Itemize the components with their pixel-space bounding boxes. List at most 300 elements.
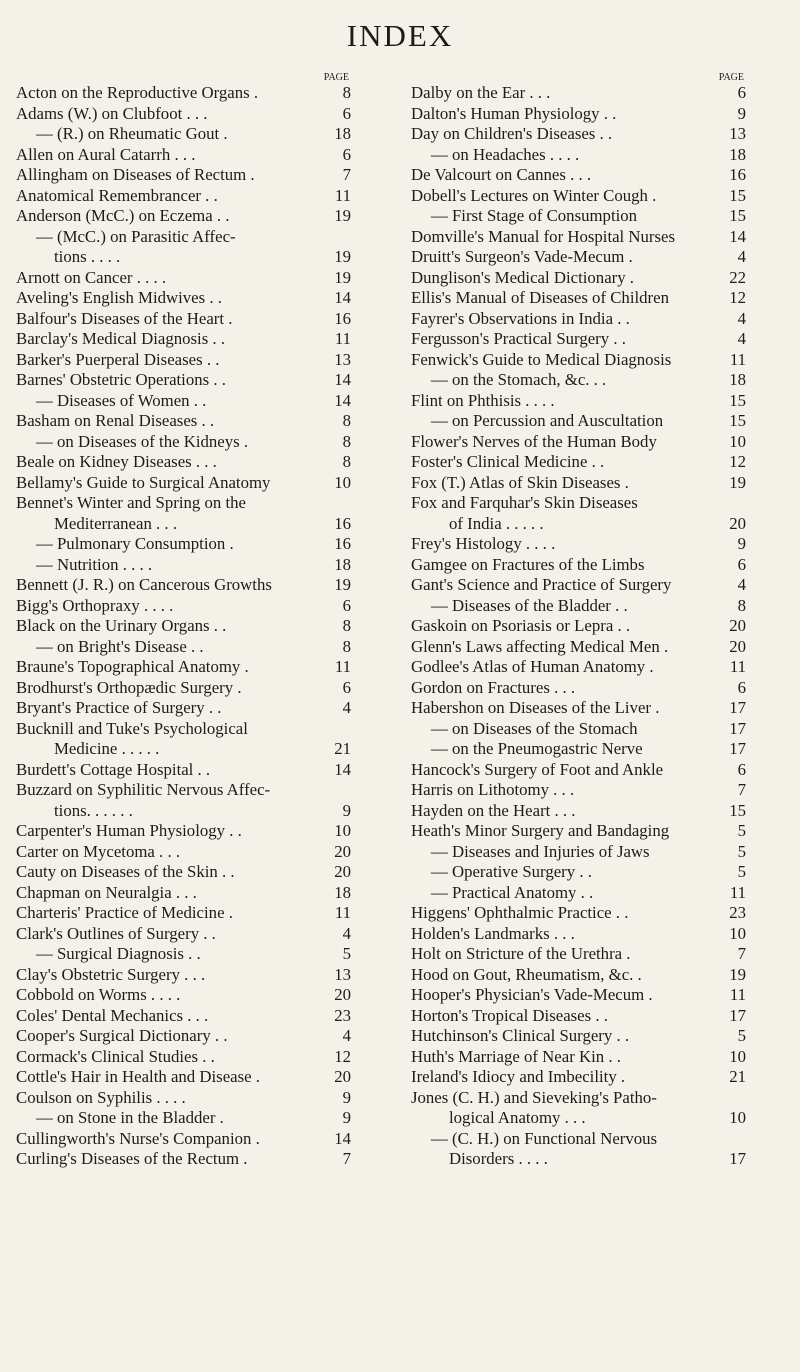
entry-page-number: 23 — [334, 1005, 351, 1025]
index-entry — [16, 227, 351, 248]
entry-title: Hood on Gout, Rheumatism, &c. . — [411, 964, 642, 984]
entry-title: Flint on Phthisis . . . . — [411, 390, 555, 410]
entry-title: Cottle's Hair in Health and Disease . — [16, 1067, 260, 1086]
index-entry — [16, 145, 351, 166]
entry-page-number: 4 — [342, 1026, 351, 1045]
index-entry — [411, 555, 746, 576]
entry-page-number: 11 — [334, 903, 351, 922]
index-entry — [411, 719, 746, 740]
index-entry — [16, 944, 351, 965]
index-entry — [16, 698, 351, 719]
entry-page-number: 18 — [334, 882, 351, 902]
entry-page-number: 16 — [334, 308, 351, 328]
index-entry — [16, 1006, 351, 1027]
entry-page-number: 12 — [729, 452, 746, 471]
index-entry — [16, 370, 351, 391]
entry-page-number: 15 — [729, 411, 746, 430]
entry-page-number: 19 — [729, 964, 746, 984]
index-entry — [411, 186, 746, 207]
index-entry — [16, 883, 351, 904]
entry-page-number: 8 — [342, 411, 351, 430]
index-entry — [16, 1149, 351, 1170]
entry-title: Hayden on the Heart . . . — [411, 800, 576, 820]
entry-title: Curling's Diseases of the Rectum . — [16, 1149, 248, 1168]
index-entry — [411, 370, 746, 391]
entry-page-number: 11 — [334, 329, 351, 348]
entry-title: Beale on Kidney Diseases . . . — [16, 452, 217, 471]
entry-page-number: 4 — [737, 329, 746, 348]
entry-title: Bucknill and Tuke's Psychological — [16, 718, 248, 738]
index-entry — [411, 883, 746, 904]
entry-page-number: 19 — [334, 575, 351, 594]
entry-title: Fox and Farquhar's Skin Diseases — [411, 493, 638, 512]
index-entry — [411, 1108, 746, 1129]
entry-page-number: 15 — [729, 390, 746, 410]
index-entry — [16, 678, 351, 699]
entry-title: Cullingworth's Nurse's Companion . — [16, 1128, 260, 1148]
index-entry — [411, 1088, 746, 1109]
index-entry — [411, 534, 746, 555]
entry-title: Hutchinson's Clinical Surgery . . — [411, 1026, 630, 1045]
index-entry — [16, 288, 351, 309]
entry-page-number: 10 — [729, 1108, 746, 1127]
entry-page-number: 16 — [334, 534, 351, 553]
entry-title: tions. . . . . . — [54, 800, 133, 820]
entry-page-number: 11 — [729, 882, 746, 902]
entry-title: Barnes' Obstetric Operations . . — [16, 370, 226, 389]
entry-title: — First Stage of Consumption — [431, 206, 638, 225]
entry-title: Clark's Outlines of Surgery . . — [16, 923, 216, 943]
entry-title: Allen on Aural Catarrh . . . — [16, 144, 196, 164]
entry-page-number: 5 — [737, 1026, 746, 1045]
entry-title: — on Diseases of the Kidneys . — [36, 431, 249, 451]
index-entry — [411, 350, 746, 371]
index-entry — [411, 1129, 746, 1150]
entry-page-number: 19 — [334, 247, 351, 266]
index-entry — [411, 124, 746, 145]
index-entry — [16, 206, 351, 227]
index-entry — [411, 432, 746, 453]
entry-title: Carter on Mycetoma . . . — [16, 841, 181, 861]
entry-page-number: 15 — [729, 185, 746, 205]
entry-title: Jones (C. H.) and Sieveking's Patho- — [411, 1087, 657, 1107]
entry-page-number: 8 — [342, 616, 351, 635]
entry-title: — Diseases and Injuries of Jaws — [431, 841, 650, 861]
entry-page-number: 5 — [737, 862, 746, 881]
entry-title: Buzzard on Syphilitic Nervous Affec- — [16, 780, 271, 799]
entry-title: tions . . . . — [54, 247, 121, 266]
index-entry — [16, 637, 351, 658]
entry-page-number: 6 — [342, 595, 351, 615]
index-entry — [411, 227, 746, 248]
entry-title: Acton on the Reproductive Organs . — [16, 83, 259, 102]
entry-page-number: 4 — [737, 247, 746, 266]
entry-title: Holden's Landmarks . . . — [411, 923, 575, 943]
index-column-right — [411, 72, 746, 1170]
index-entry — [16, 247, 351, 268]
entry-page-number: 17 — [729, 698, 746, 717]
entry-page-number: 19 — [334, 206, 351, 225]
index-entry — [16, 842, 351, 863]
entry-title: — on the Pneumogastric Nerve — [431, 739, 643, 758]
entry-page-number: 14 — [334, 1128, 351, 1148]
entry-page-number: 6 — [737, 554, 746, 574]
entry-title: Balfour's Diseases of the Heart . — [16, 308, 233, 328]
entry-title: Dobell's Lectures on Winter Cough . — [411, 185, 657, 205]
index-entry — [411, 493, 746, 514]
entry-page-number: 7 — [342, 165, 351, 184]
entry-title: Fayrer's Observations in India . . — [411, 308, 630, 328]
index-entry — [16, 104, 351, 125]
entry-page-number: 4 — [737, 575, 746, 594]
index-entry — [411, 698, 746, 719]
entry-page-number: 4 — [342, 698, 351, 717]
index-entry — [16, 452, 351, 473]
entry-title: Clay's Obstetric Surgery . . . — [16, 964, 206, 984]
index-entry — [16, 985, 351, 1006]
entry-page-number: 18 — [334, 554, 351, 574]
entry-page-number: 5 — [737, 841, 746, 861]
page-title: INDEX — [346, 18, 454, 53]
index-entry — [16, 186, 351, 207]
entry-page-number: 17 — [729, 1005, 746, 1025]
entry-title: Dunglison's Medical Dictionary . — [411, 267, 635, 287]
index-entry — [411, 637, 746, 658]
entry-page-number: 20 — [334, 862, 351, 881]
index-entry — [16, 165, 351, 186]
entry-title: Frey's Histology . . . . — [411, 534, 556, 553]
index-entry — [16, 821, 351, 842]
entry-title: Cauty on Diseases of the Skin . . — [16, 862, 235, 881]
index-entry — [16, 1047, 351, 1068]
entry-title: — Diseases of the Bladder . . — [431, 595, 628, 615]
index-entry — [16, 1108, 351, 1129]
entry-page-number: 14 — [334, 759, 351, 779]
entry-title: — on Headaches . . . . — [431, 144, 580, 164]
entry-title: Bellamy's Guide to Surgical Anatomy — [16, 472, 271, 492]
index-entry — [16, 309, 351, 330]
entry-page-number: 14 — [334, 370, 351, 389]
entry-page-number: 16 — [729, 165, 746, 184]
entry-title: Cooper's Surgical Dictionary . . — [16, 1026, 228, 1045]
entry-title: Charteris' Practice of Medicine . — [16, 903, 233, 922]
entry-page-number: 8 — [737, 595, 746, 615]
entry-page-number: 20 — [729, 636, 746, 656]
index-entry — [16, 473, 351, 494]
index-entry — [411, 760, 746, 781]
page-column-label: PAGE — [323, 72, 349, 83]
index-entry — [16, 555, 351, 576]
entry-title: Druitt's Surgeon's Vade-Mecum . — [411, 247, 633, 266]
entry-title: Dalby on the Ear . . . — [411, 83, 551, 102]
entry-page-number: 13 — [729, 124, 746, 143]
entry-title: Day on Children's Diseases . . — [411, 124, 613, 143]
entry-title: Gaskoin on Psoriasis or Lepra . . — [411, 616, 631, 635]
entry-page-number: 16 — [334, 513, 351, 533]
index-entry — [16, 596, 351, 617]
entry-title: Bennett (J. R.) on Cancerous Growths — [16, 575, 272, 594]
entry-title: — on the Stomach, &c. . . — [431, 370, 607, 389]
index-entry — [411, 616, 746, 637]
index-entry — [411, 801, 746, 822]
entry-title: Gamgee on Fractures of the Limbs — [411, 554, 645, 574]
index-entry — [16, 965, 351, 986]
entry-title: Ellis's Manual of Diseases of Children — [411, 288, 669, 307]
entry-title: Barclay's Medical Diagnosis . . — [16, 329, 226, 348]
entry-list-left — [16, 83, 351, 1170]
entry-page-number: 9 — [737, 534, 746, 553]
index-entry — [411, 678, 746, 699]
index-entry — [411, 309, 746, 330]
entry-title: — (C. H.) on Functional Nervous — [431, 1128, 658, 1148]
entry-page-number: 6 — [342, 103, 351, 123]
index-entry — [16, 411, 351, 432]
index-entry — [411, 329, 746, 350]
entry-title: Hooper's Physician's Vade-Mecum . — [411, 985, 653, 1004]
entry-page-number: 10 — [729, 431, 746, 451]
entry-title: Horton's Tropical Diseases . . — [411, 1005, 608, 1025]
index-entry — [411, 1047, 746, 1068]
entry-title: Coulson on Syphilis . . . . — [16, 1087, 186, 1107]
entry-title: Cormack's Clinical Studies . . — [16, 1046, 215, 1066]
index-entry — [411, 268, 746, 289]
entry-page-number: 6 — [737, 677, 746, 697]
entry-page-number: 22 — [729, 267, 746, 287]
index-entry — [16, 1129, 351, 1150]
entry-title: Cobbold on Worms . . . . — [16, 985, 181, 1004]
entry-title: Anatomical Remembrancer . . — [16, 185, 218, 205]
entry-title: Disorders . . . . — [449, 1149, 548, 1168]
entry-page-number: 18 — [334, 124, 351, 143]
entry-title: — Practical Anatomy . . — [431, 882, 594, 902]
entry-title: Carpenter's Human Physiology . . — [16, 821, 242, 840]
entry-title: Allingham on Diseases of Rectum . — [16, 165, 255, 184]
index-entry — [411, 288, 746, 309]
index-entry — [411, 739, 746, 760]
index-entry — [16, 760, 351, 781]
entry-page-number: 4 — [342, 923, 351, 943]
index-entry — [411, 596, 746, 617]
entry-page-number: 20 — [729, 513, 746, 533]
entry-title: Dalton's Human Physiology . . — [411, 103, 617, 123]
entry-title: Anderson (McC.) on Eczema . . — [16, 206, 230, 225]
index-entry — [411, 83, 746, 104]
entry-title: Habershon on Diseases of the Liver . — [411, 698, 660, 717]
index-entry — [411, 514, 746, 535]
entry-page-number: 14 — [334, 288, 351, 307]
index-entry — [16, 575, 351, 596]
index-entry — [411, 1026, 746, 1047]
entry-title: — Diseases of Women . . — [36, 390, 207, 410]
entry-page-number: 15 — [729, 800, 746, 820]
entry-title: Burdett's Cottage Hospital . . — [16, 759, 211, 779]
entry-title: Bennet's Winter and Spring on the — [16, 493, 246, 512]
index-entry — [16, 1026, 351, 1047]
entry-page-number: 11 — [729, 349, 746, 369]
entry-title: — on Bright's Disease . . — [36, 636, 204, 656]
index-entry — [411, 965, 746, 986]
index-entry — [411, 842, 746, 863]
entry-title: of India . . . . . — [449, 513, 544, 533]
entry-title: Gordon on Fractures . . . — [411, 677, 576, 697]
index-entry — [411, 1006, 746, 1027]
entry-page-number: 9 — [342, 800, 351, 820]
index-entry — [16, 719, 351, 740]
entry-title: Coles' Dental Mechanics . . . — [16, 1005, 209, 1025]
entry-list-right — [411, 83, 746, 1170]
index-entry — [16, 1088, 351, 1109]
index-entry — [16, 616, 351, 637]
entry-title: — Operative Surgery . . — [431, 862, 592, 881]
index-entry — [16, 801, 351, 822]
index-entry — [16, 780, 351, 801]
entry-page-number: 17 — [729, 1149, 746, 1168]
entry-title: Fox (T.) Atlas of Skin Diseases . — [411, 472, 629, 492]
entry-title: Basham on Renal Diseases . . — [16, 411, 215, 430]
index-entry — [411, 657, 746, 678]
entry-title: Glenn's Laws affecting Medical Men . — [411, 636, 669, 656]
index-entry — [411, 903, 746, 924]
entry-page-number: 5 — [342, 944, 351, 963]
entry-title: Huth's Marriage of Near Kin . . — [411, 1046, 621, 1066]
entry-page-number: 20 — [334, 841, 351, 861]
entry-page-number: 19 — [729, 472, 746, 492]
entry-title: Bigg's Orthopraxy . . . . — [16, 595, 174, 615]
entry-title: Barker's Puerperal Diseases . . — [16, 349, 220, 369]
entry-page-number: 5 — [737, 821, 746, 840]
entry-title: Adams (W.) on Clubfoot . . . — [16, 103, 208, 123]
entry-page-number: 20 — [729, 616, 746, 635]
entry-title: Aveling's English Midwives . . — [16, 288, 222, 307]
entry-title: Hancock's Surgery of Foot and Ankle — [411, 759, 664, 779]
index-entry — [16, 493, 351, 514]
entry-title: Flower's Nerves of the Human Body — [411, 431, 657, 451]
entry-page-number: 6 — [342, 677, 351, 697]
entry-title: — on Percussion and Auscultation — [431, 411, 664, 430]
entry-page-number: 9 — [342, 1087, 351, 1107]
entry-page-number: 11 — [334, 185, 351, 205]
index-entry — [16, 391, 351, 412]
index-entry — [16, 657, 351, 678]
entry-page-number: 8 — [342, 83, 351, 102]
index-entry — [411, 1067, 746, 1088]
index-entry — [411, 821, 746, 842]
entry-page-number: 4 — [737, 308, 746, 328]
entry-page-number: 17 — [729, 718, 746, 738]
index-entry — [16, 124, 351, 145]
index-entry — [411, 206, 746, 227]
index-entry — [16, 903, 351, 924]
entry-page-number: 18 — [729, 370, 746, 389]
entry-title: Domville's Manual for Hospital Nurses — [411, 226, 676, 246]
entry-title: — Nutrition . . . . — [36, 554, 153, 574]
entry-title: Gant's Science and Practice of Surgery — [411, 575, 672, 594]
entry-title: Harris on Lithotomy . . . — [411, 780, 575, 799]
entry-title: Holt on Stricture of the Urethra . — [411, 944, 631, 963]
entry-page-number: 13 — [334, 964, 351, 984]
index-entry — [16, 329, 351, 350]
entry-page-number: 10 — [334, 821, 351, 840]
entry-title: Heath's Minor Surgery and Bandaging — [411, 821, 670, 840]
entry-page-number: 14 — [729, 226, 746, 246]
index-entry — [16, 924, 351, 945]
index-entry — [411, 411, 746, 432]
entry-page-number: 11 — [334, 657, 351, 676]
entry-title: Godlee's Atlas of Human Anatomy . — [411, 657, 654, 676]
entry-title: Fenwick's Guide to Medical Diagnosis — [411, 349, 672, 369]
index-entry — [16, 350, 351, 371]
index-entry — [411, 1149, 746, 1170]
index-entry — [411, 862, 746, 883]
entry-page-number: 7 — [737, 944, 746, 963]
index-entry — [411, 780, 746, 801]
entry-page-number: 17 — [729, 739, 746, 758]
index-entry — [411, 944, 746, 965]
entry-title: Chapman on Neuralgia . . . — [16, 882, 197, 902]
index-entry — [411, 165, 746, 186]
entry-title: — Surgical Diagnosis . . — [36, 944, 201, 963]
entry-title: — on Stone in the Bladder . — [36, 1108, 224, 1127]
entry-page-number: 6 — [737, 759, 746, 779]
entry-page-number: 20 — [334, 985, 351, 1004]
index-column-left — [16, 72, 351, 1170]
entry-page-number: 8 — [342, 452, 351, 471]
entry-page-number: 6 — [342, 144, 351, 164]
entry-page-number: 13 — [334, 349, 351, 369]
index-entry — [411, 924, 746, 945]
entry-page-number: 14 — [334, 390, 351, 410]
entry-title: — (McC.) on Parasitic Affec- — [36, 226, 236, 246]
index-entry — [411, 145, 746, 166]
index-entry — [411, 247, 746, 268]
entry-page-number: 19 — [334, 267, 351, 287]
entry-page-number: 20 — [334, 1067, 351, 1086]
entry-title: Ireland's Idiocy and Imbecility . — [411, 1067, 626, 1086]
entry-title: Bryant's Practice of Surgery . . — [16, 698, 222, 717]
entry-title: — Pulmonary Consumption . — [36, 534, 234, 553]
index-entry — [16, 862, 351, 883]
index-entry — [16, 83, 351, 104]
entry-page-number: 11 — [729, 985, 746, 1004]
entry-page-number: 23 — [729, 903, 746, 922]
index-entry — [16, 739, 351, 760]
entry-page-number: 11 — [729, 657, 746, 676]
entry-title: — (R.) on Rheumatic Gout . — [36, 124, 228, 143]
entry-page-number: 21 — [334, 739, 351, 758]
index-entry — [411, 391, 746, 412]
entry-title: — on Diseases of the Stomach — [431, 718, 638, 738]
index-entry — [411, 452, 746, 473]
index-entry — [16, 1067, 351, 1088]
entry-title: logical Anatomy . . . — [449, 1108, 586, 1127]
entry-page-number: 7 — [342, 1149, 351, 1168]
index-entry — [411, 985, 746, 1006]
entry-title: Foster's Clinical Medicine . . — [411, 452, 605, 471]
page-column-label: PAGE — [718, 72, 744, 83]
entry-title: Fergusson's Practical Surgery . . — [411, 329, 626, 348]
index-entry — [16, 534, 351, 555]
index-entry — [16, 268, 351, 289]
index-entry — [411, 473, 746, 494]
entry-page-number: 15 — [729, 206, 746, 225]
entry-title: Medicine . . . . . — [54, 739, 160, 758]
entry-page-number: 12 — [729, 288, 746, 307]
entry-page-number: 6 — [737, 83, 746, 102]
entry-page-number: 7 — [737, 780, 746, 799]
index-entry — [411, 104, 746, 125]
entry-page-number: 10 — [729, 1046, 746, 1066]
entry-page-number: 8 — [342, 636, 351, 656]
